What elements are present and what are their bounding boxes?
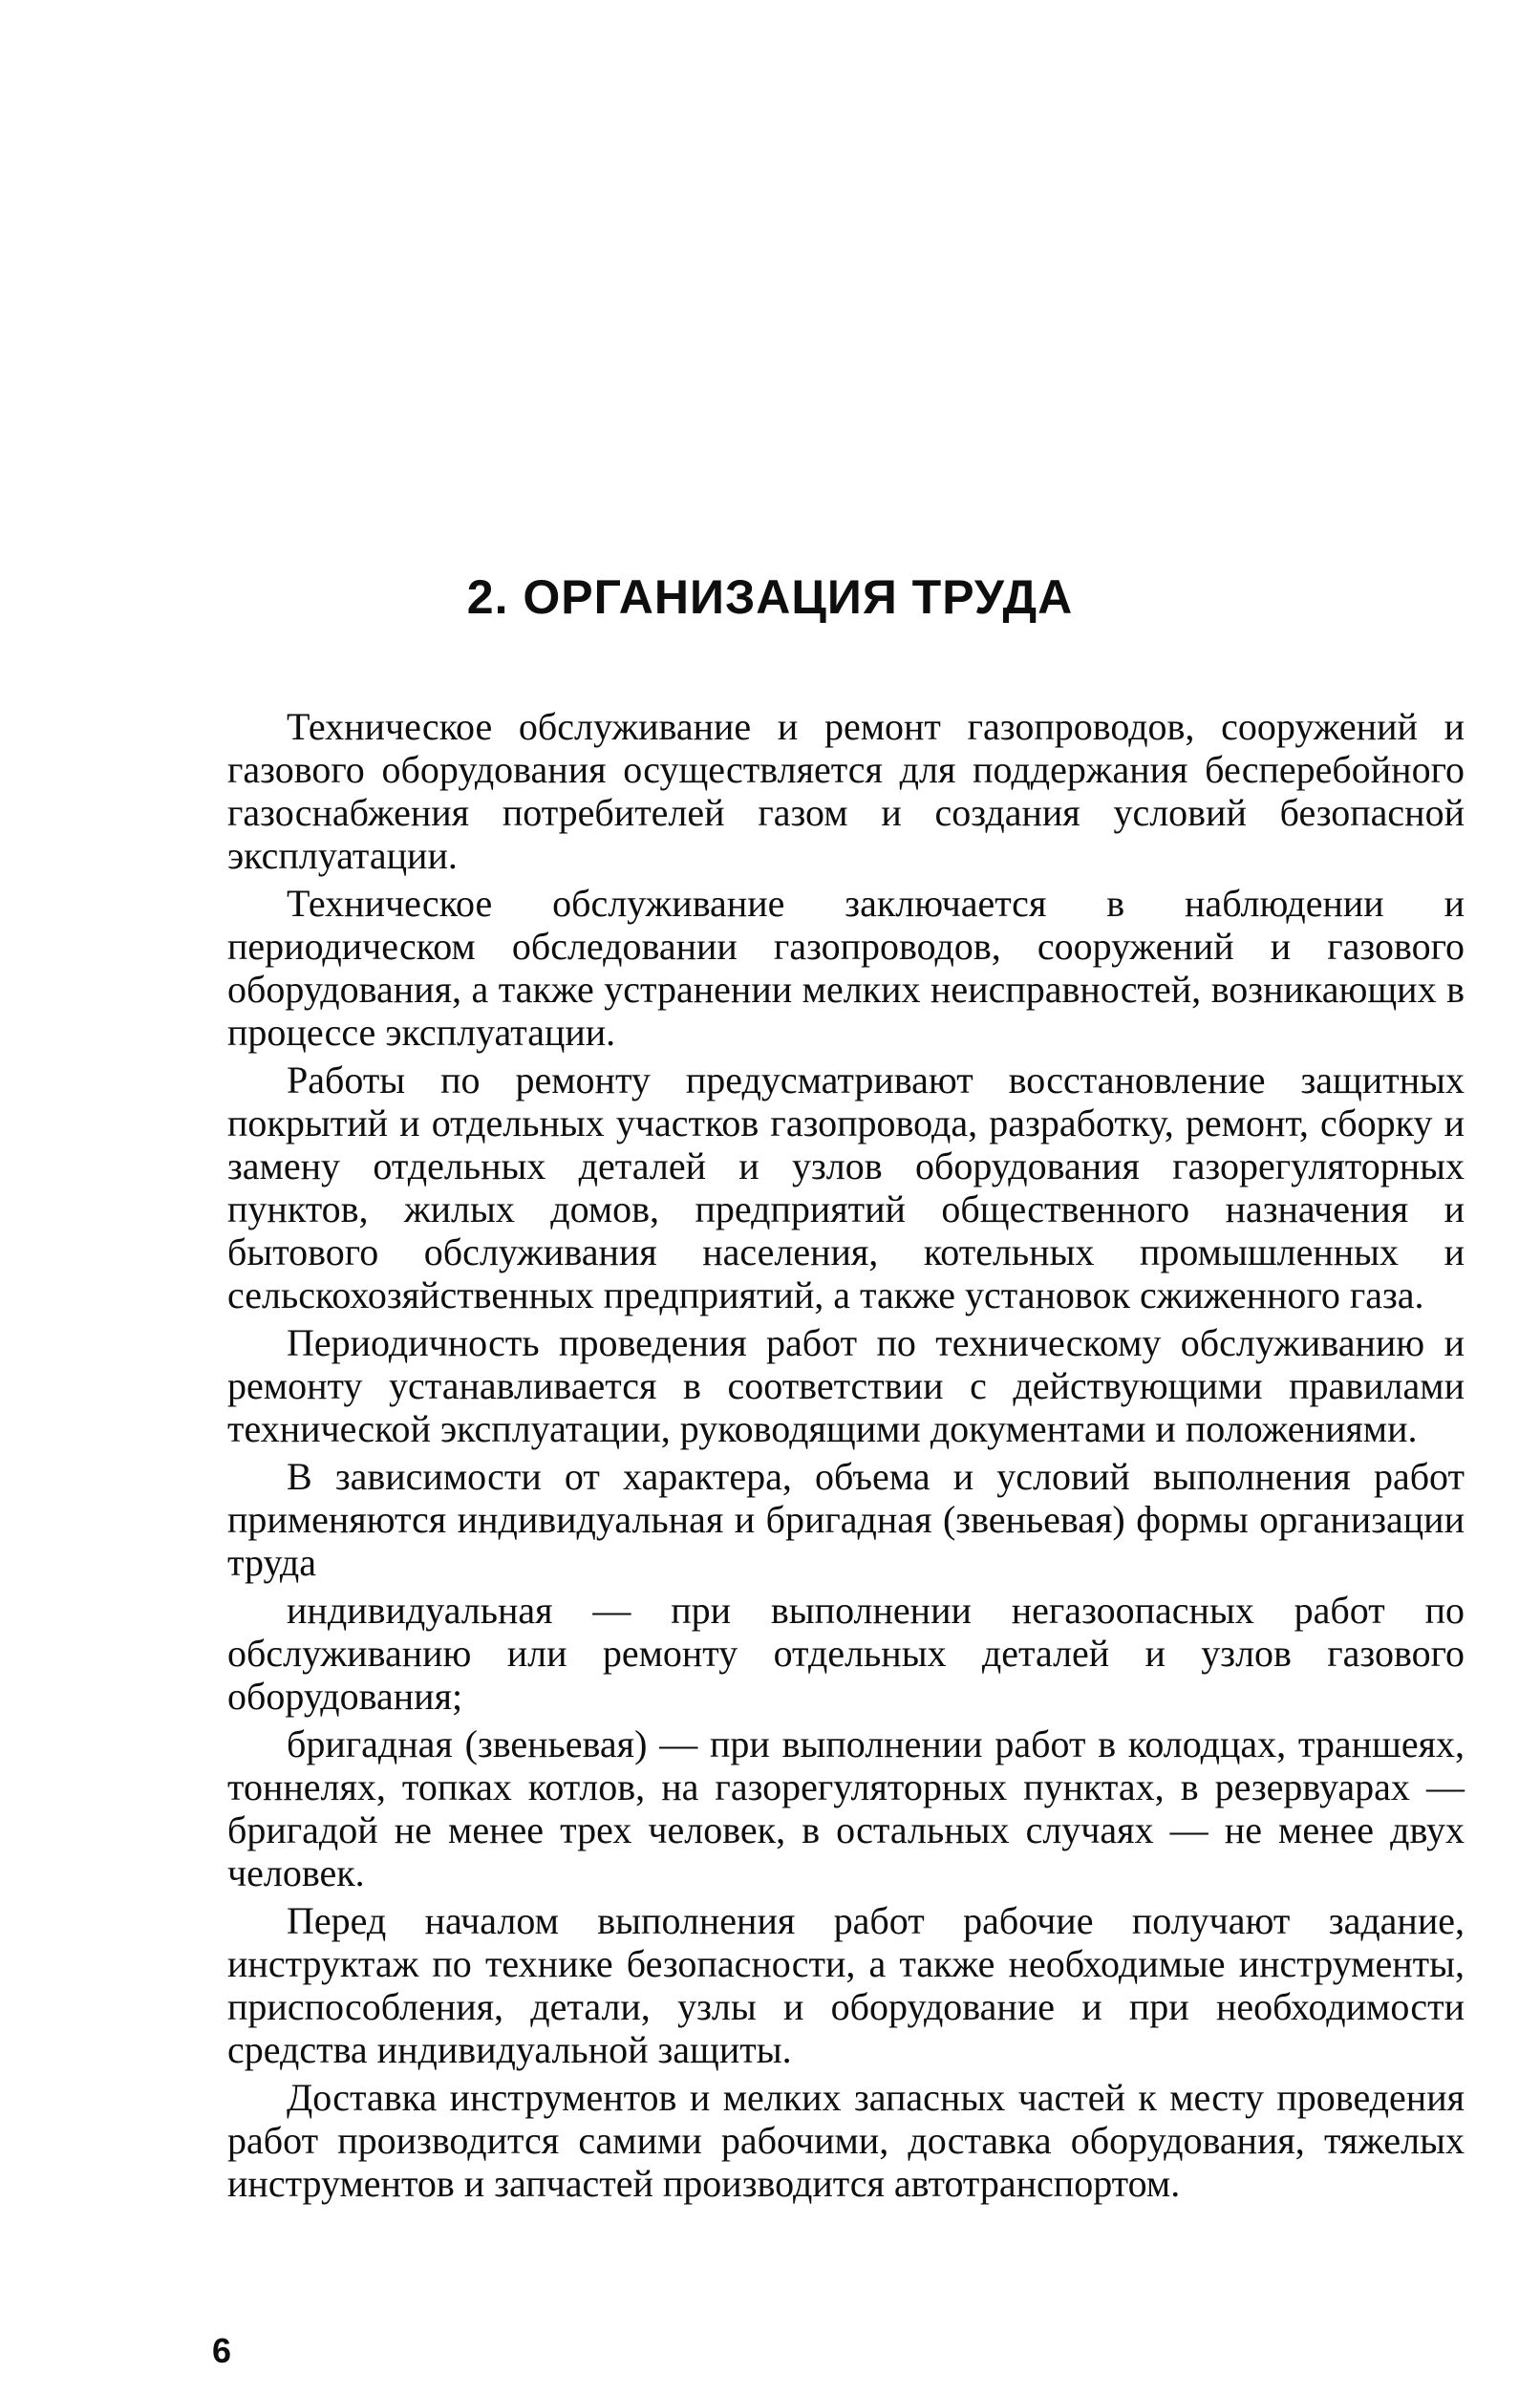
body-text <box>227 705 1465 2210</box>
paragraph: Перед началом выполнения работ рабочие получают задание, инструктаж по технике безопасности, а также необходимые инструменты, приспособления, детали, узлы и оборудование и при необходимости средства индивидуальной защиты. <box>227 1899 1465 2071</box>
paragraph: Доставка инструментов и мелких запасных частей к месту проведения работ производится самими рабочими, доставка оборудования, тяжелых инструментов и запчастей производится автотранспортом. <box>227 2076 1465 2205</box>
paragraph: Техническое обслуживание и ремонт газопроводов, сооружений и газового оборудования осуществляется для поддержания бесперебойного газоснабжения потребителей газом и создания условий безопасной эксплуатации. <box>227 705 1465 877</box>
section-title: 2. ОРГАНИЗАЦИЯ ТРУДА <box>466 570 1074 624</box>
list-item-individual: индивидуальная — при выполнении негазоопасных работ по обслуживанию или ремонту отдельных деталей и узлов газового оборудования; <box>227 1589 1465 1718</box>
paragraph: Техническое обслуживание заключается в наблюдении и периодическом обследовании газопроводов, сооружений и газового оборудования, а также устранении мелких неисправностей, возникающих в процессе эксплуатации. <box>227 882 1465 1054</box>
paragraph: В зависимости от характера, объема и условий выполнения работ применяются индивидуальная и бригадная (звеньевая) формы организации труда <box>227 1455 1465 1584</box>
page-number: 6 <box>212 2331 232 2370</box>
list-item-brigade: бригадная (звеньевая) — при выполнении работ в колодцах, траншеях, тоннелях, топках котлов, на газорегуляторных пунктах, в резервуарах — бригадой не менее трех человек, в остальных случаях — не менее двух человек. <box>227 1722 1465 1894</box>
paragraph: Периодичность проведения работ по техническому обслуживанию и ремонту устанавливается в соответствии с действующими правилами технической эксплуатации, руководящими документами и положениями. <box>227 1321 1465 1450</box>
paragraph: Работы по ремонту предусматривают восстановление защитных покрытий и отдельных участков газопровода, разработку, ремонт, сборку и замену отдельных деталей и узлов оборудования газорегуляторных пунктов, жилых домов, предприятий общественного назначения и бытового обслуживания населения, котельных промышленных и сельскохозяйственных предприятий, а также установок сжиженного газа. <box>227 1059 1465 1316</box>
